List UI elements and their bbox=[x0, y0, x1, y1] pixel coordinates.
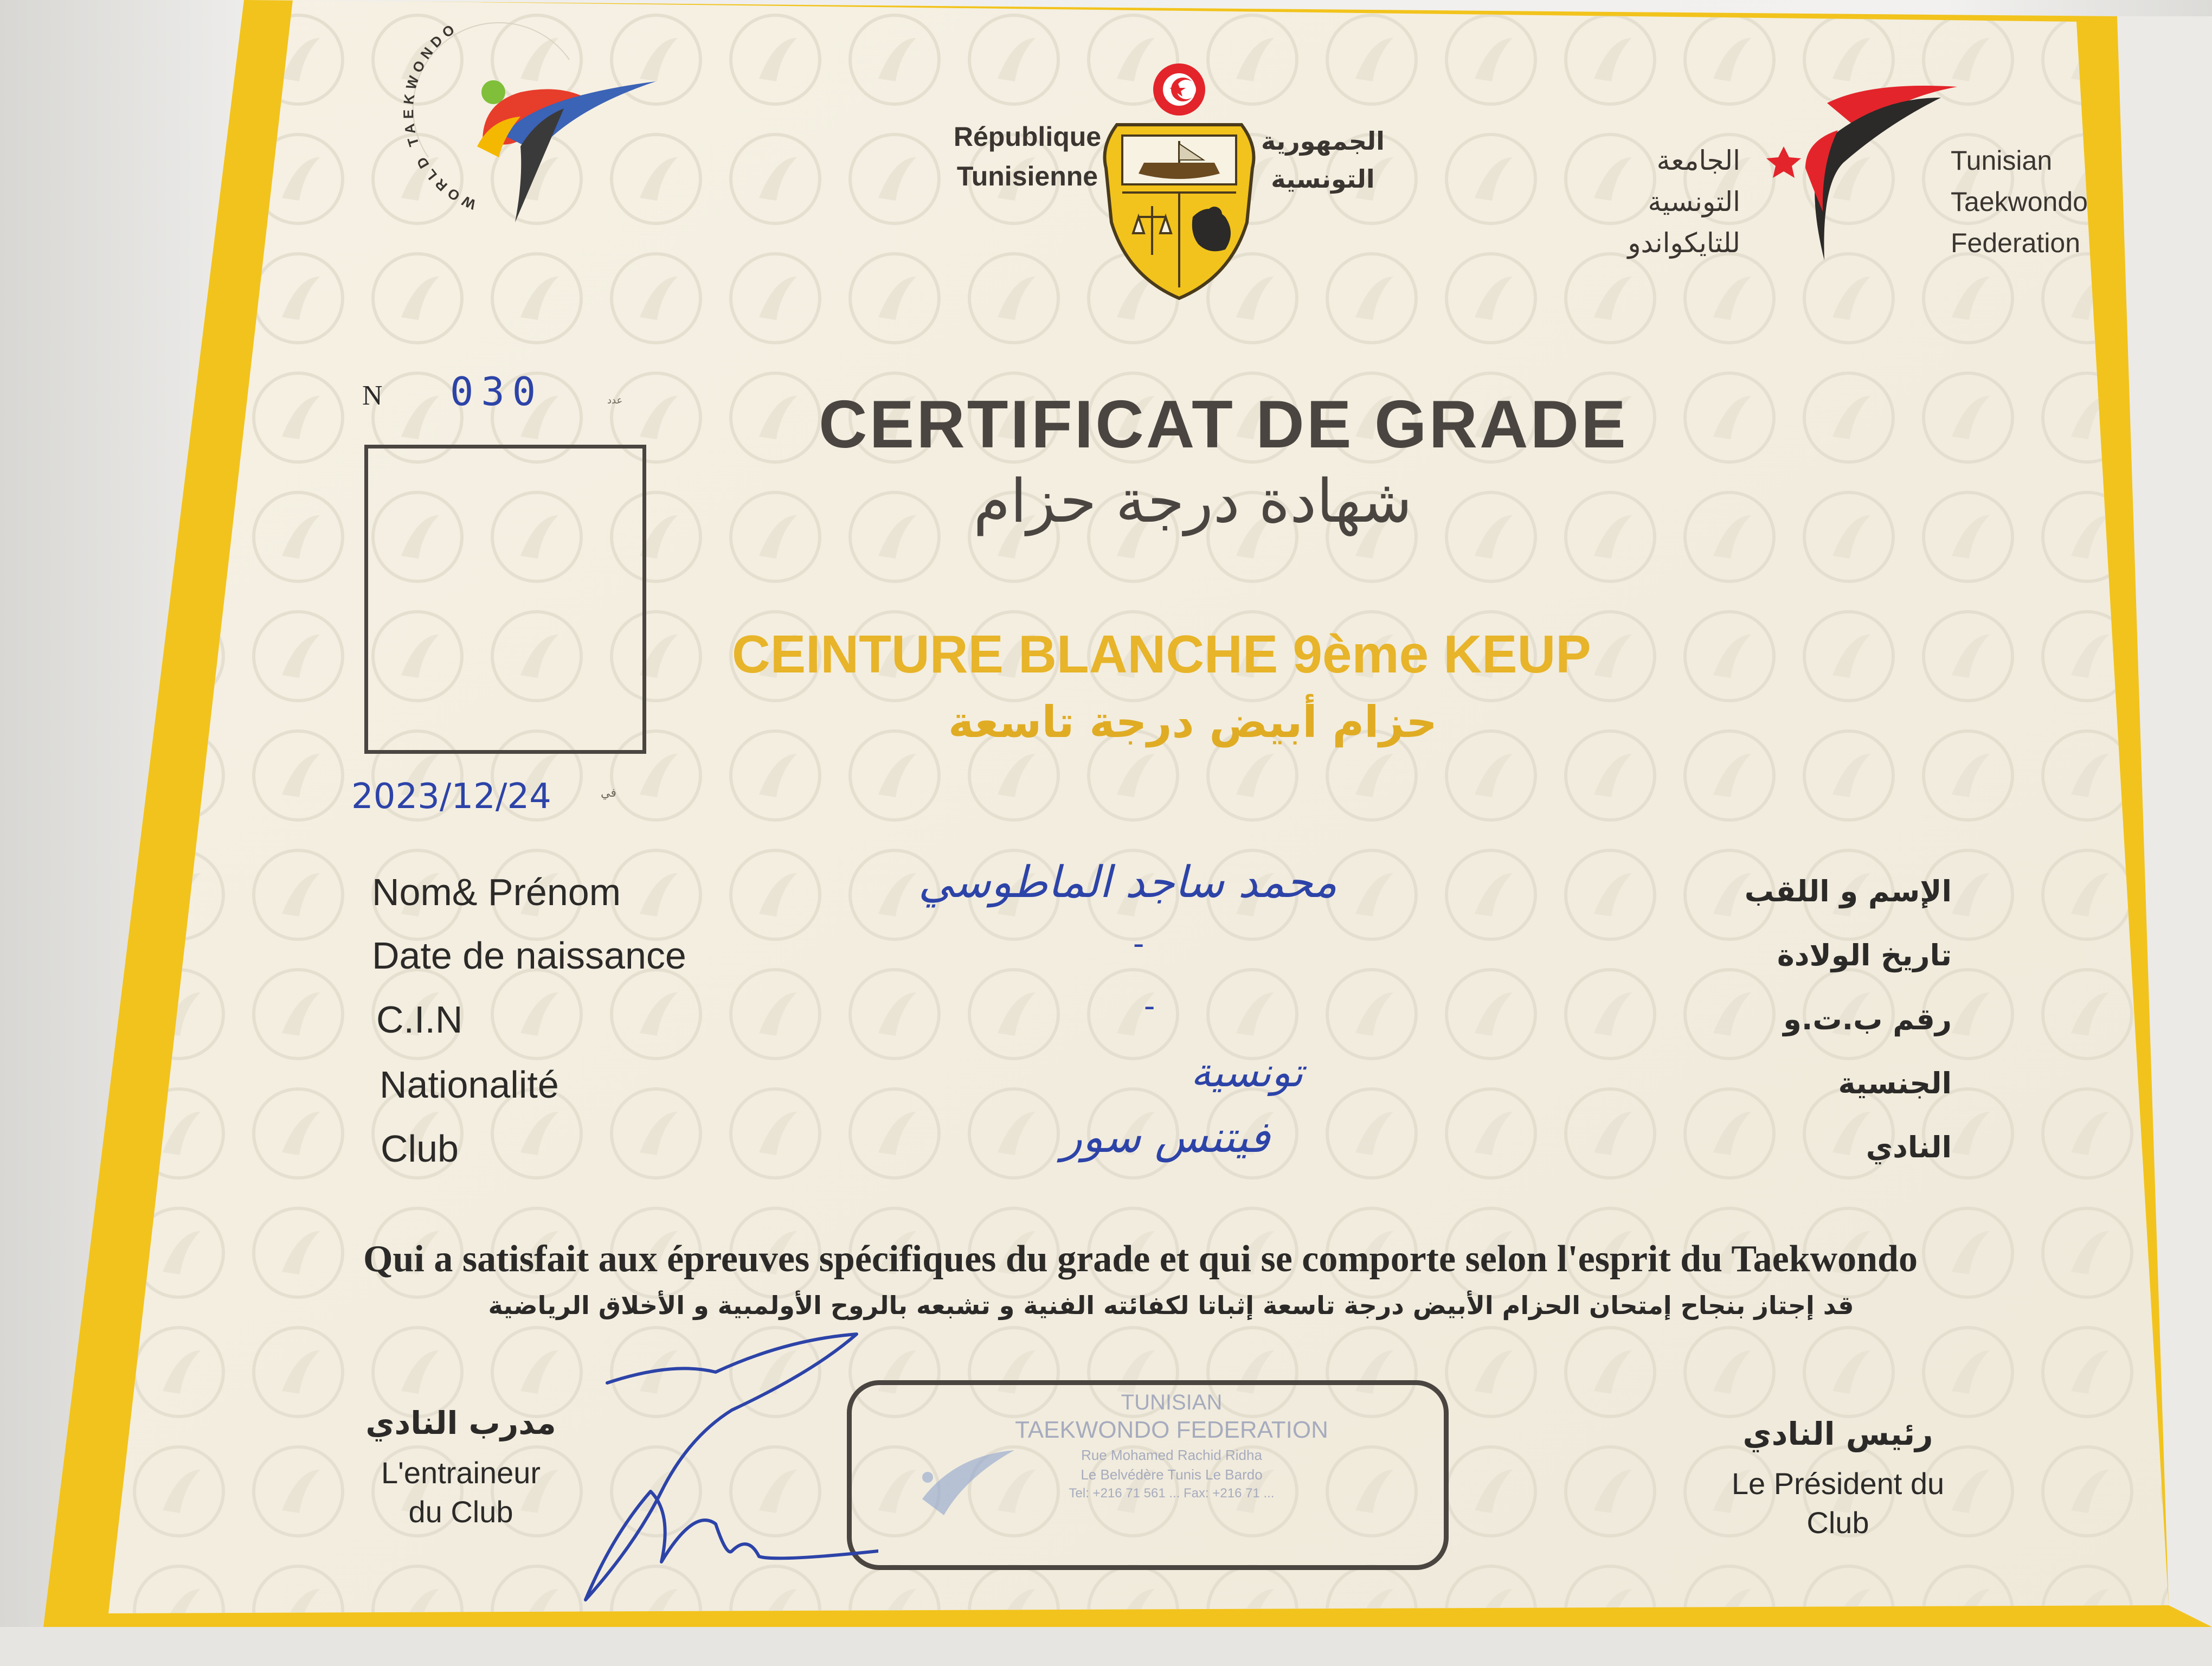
belt-grade-fr: CEINTURE BLANCHE 9ème KEUP bbox=[732, 624, 1591, 684]
certificate-title-ar: شهادة درجة حزام bbox=[973, 466, 1412, 536]
stamp-line2: TAEKWONDO FEDERATION bbox=[1015, 1417, 1328, 1443]
president-label-ar: رئيس النادي bbox=[1742, 1415, 1933, 1452]
federation-ar-line2: التونسية bbox=[1648, 186, 1740, 217]
president-label-fr-line2: Club bbox=[1806, 1505, 1869, 1540]
field-label-club: Club bbox=[381, 1127, 459, 1170]
field-value-birthdate: - bbox=[1133, 925, 1144, 963]
stamp-line3: Rue Mohamed Rachid Ridha bbox=[1081, 1447, 1262, 1463]
statement-fr: Qui a satisfait aux épreuves spécifiques du grade et qui se comporte selon l'esprit du Taekwondo bbox=[363, 1238, 1918, 1280]
tunisian-taekwondo-federation-logo bbox=[1762, 81, 1968, 266]
federation-en-line1: Tunisian bbox=[1951, 145, 2053, 176]
field-label-ar-name: الإسم و اللقب bbox=[1744, 874, 1952, 908]
date-label-ar: في bbox=[601, 786, 616, 800]
republic-ar-line1: الجمهورية bbox=[1261, 126, 1385, 156]
number-label-ar: عدد bbox=[607, 395, 623, 406]
tunisia-coat-of-arms bbox=[1101, 60, 1258, 304]
field-label-name: Nom& Prénom bbox=[372, 871, 621, 913]
republic-ar-line2: التونسية bbox=[1271, 164, 1375, 194]
field-label-ar-nationality: الجنسية bbox=[1838, 1066, 1952, 1100]
field-label-nationality: Nationalité bbox=[380, 1063, 559, 1106]
field-value-cin: - bbox=[1144, 987, 1155, 1025]
federation-en-line2: Taekwondo bbox=[1951, 187, 2088, 217]
world-taekwondo-text: WORLD TAEKWONDO bbox=[400, 22, 479, 213]
federation-ar-line1: الجامعة bbox=[1656, 145, 1740, 176]
trainer-label-fr-line2: du Club bbox=[408, 1495, 513, 1529]
svg-text:WORLD TAEKWONDO bbox=[400, 22, 478, 213]
stamp-line5: Tel: +216 71 561 ... Fax: +216 71 ... bbox=[1069, 1486, 1275, 1501]
trainer-signature-icon bbox=[553, 1329, 878, 1611]
president-label-fr-line1: Le Président du bbox=[1731, 1466, 1945, 1501]
field-label-birthdate: Date de naissance bbox=[372, 934, 686, 977]
field-label-cin: C.I.N bbox=[376, 998, 463, 1041]
certificate-title-fr: CERTIFICAT DE GRADE bbox=[819, 387, 1628, 462]
world-taekwondo-ring-text-icon bbox=[396, 22, 678, 239]
trainer-label-fr-line1: L'entraineur bbox=[381, 1456, 541, 1490]
federation-emblem-icon bbox=[1762, 81, 1968, 266]
belt-grade-ar: حزام أبيض درجة تاسعة bbox=[948, 697, 1437, 747]
federation-en-line3: Federation bbox=[1951, 228, 2081, 258]
world-taekwondo-logo bbox=[396, 22, 678, 239]
date-value: 2023/12/24 bbox=[351, 777, 551, 817]
number-value: 030 bbox=[450, 369, 544, 414]
field-label-ar-birthdate: تاريخ الولادة bbox=[1777, 938, 1952, 972]
field-value-club: فيتنس سور bbox=[1061, 1112, 1270, 1162]
stamp-line4: Le Belvédère Tunis Le Bardo bbox=[1081, 1466, 1263, 1483]
republic-fr-line2: Tunisienne bbox=[956, 161, 1098, 191]
trainer-label-ar: مدرب النادي bbox=[365, 1405, 556, 1441]
federation-stamp bbox=[847, 1380, 1449, 1570]
field-value-nationality: تونسية bbox=[1191, 1049, 1303, 1096]
stamp-line1: TUNISIAN bbox=[1121, 1391, 1223, 1414]
field-value-name: محمد ساجد الماطوسي bbox=[918, 857, 1338, 907]
republic-fr-line1: République bbox=[953, 121, 1102, 152]
number-label: N bbox=[362, 380, 383, 411]
field-label-ar-club: النادي bbox=[1866, 1130, 1952, 1164]
field-label-ar-cin: رقم ب.ت.و bbox=[1783, 1002, 1952, 1036]
coat-of-arms-icon bbox=[1101, 60, 1258, 304]
federation-ar-line3: للتايكواندو bbox=[1628, 227, 1740, 259]
statement-ar: قد إجتاز بنجاح إمتحان الحزام الأبيض درجة تاسعة إثباتا لكفائته الفنية و تشبعه بالروح الأولمبية و الأخلاق الرياضية bbox=[488, 1291, 1854, 1320]
photo-placeholder bbox=[364, 445, 646, 754]
